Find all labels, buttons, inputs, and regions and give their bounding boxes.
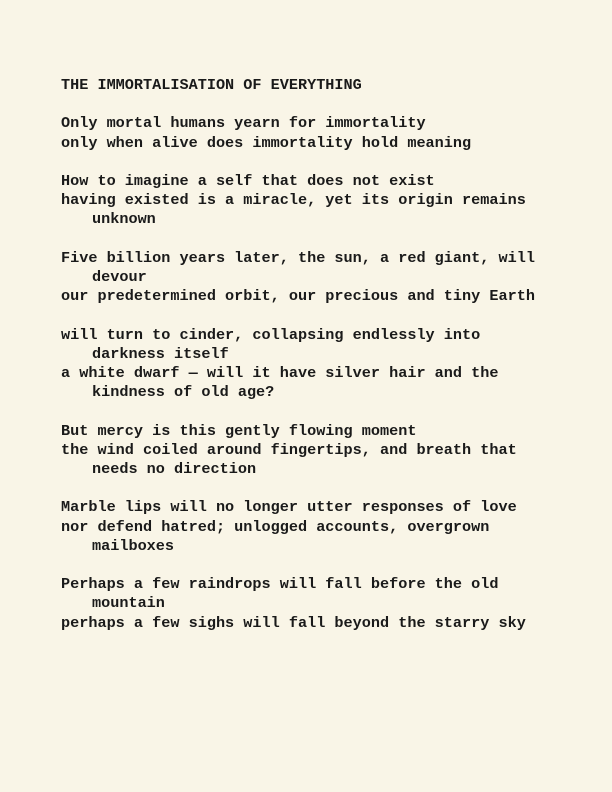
poem-line: Perhaps a few raindrops will fall before the old mountain — [61, 575, 499, 613]
stanza — [61, 422, 561, 480]
stanza — [61, 114, 561, 152]
poem-page — [61, 76, 561, 652]
stanza — [61, 249, 561, 307]
poem-line: nor defend hatred; unlogged accounts, overgrown mailboxes — [61, 517, 490, 555]
poem-line: But mercy is this gently flowing moment — [61, 421, 417, 440]
poem-line: Five billion years later, the sun, a red giant, will devour — [61, 248, 535, 286]
stanza — [61, 326, 561, 403]
poem-line: will turn to cinder, collapsing endlessly into darkness itself — [61, 325, 481, 363]
stanza — [61, 575, 561, 633]
poem-title: THE IMMORTALISATION OF EVERYTHING — [61, 76, 362, 94]
poem-line: having existed is a miracle, yet its origin remains unknown — [61, 191, 526, 229]
poem-line: only when alive does immortality hold meaning — [61, 133, 472, 152]
stanza — [61, 172, 561, 230]
poem-line: our predetermined orbit, our precious and tiny Earth — [61, 287, 535, 306]
poem-line: Marble lips will no longer utter responses of love — [61, 498, 517, 517]
poem-line: a white dwarf — will it have silver hair and the kindness of old age? — [61, 363, 499, 402]
stanza — [61, 498, 561, 556]
poem-line: Only mortal humans yearn for immortality — [61, 114, 426, 133]
poem-line: How to imagine a self that does not exist — [61, 171, 435, 190]
poem-line: the wind coiled around fingertips, and breath that needs no direction — [61, 440, 517, 478]
poem-line: perhaps a few sighs will fall beyond the starry sky — [61, 613, 526, 632]
